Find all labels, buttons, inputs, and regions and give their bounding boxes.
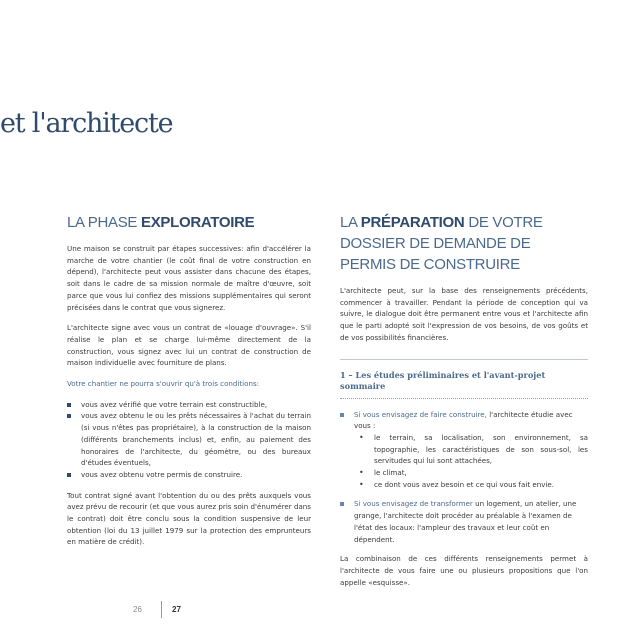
- bullet-icon: •: [359, 468, 364, 478]
- paragraph: L'architecte peut, sur la base des renseignements précédents, commencer à travailler. Pendant la période de conception qui va suivre, le dialogue doit être permanent entre vous et l'architecte afin que le parti adopté soit l'expression de vos besoins, de vos goûts et de vos possibilités financières.: [340, 286, 588, 342]
- right-column: [340, 212, 588, 597]
- divider: [340, 359, 588, 360]
- page-number-right: 27: [172, 605, 181, 614]
- section-heading-preparation: LA PRÉPARATION DE VOTRE DOSSIER DE DEMANDE DE PERMIS DE CONSTRUIRE: [340, 214, 543, 273]
- conditions-list: [67, 399, 311, 481]
- list-item: vous avez obtenu le ou les prêts nécessaires à l'achat du terrain (si vous n'êtes pas propriétaire), à la construction de la maison (différents branchements inclus) et, enfin, au paiement des honoraires de l'architecte, du géomètre, ou des bureaux d'études éventuels,: [67, 410, 311, 469]
- paragraph: L'architecte signe avec vous un contrat de «louage d'ouvrage». S'il réalise le plan et se charge lui-même directement de la construction, vous signez avec lui un contrat de construction de maison individuelle avec fourniture de plans.: [67, 323, 311, 368]
- square-bullet-icon: [340, 502, 344, 506]
- page-number-divider: [161, 601, 162, 618]
- list-item: Si vous envisagez de faire construire, l'architecte étudie avec vous : • le terrain, sa localisation, son environnement, sa topographie, les caractéristiques de son sous-sol, les servitudes qui lui sont attachées, • le climat, • ce dont vous avez besoin et ce qui vous fait envie.: [340, 409, 588, 491]
- list-item: vous avez obtenu votre permis de construire.: [67, 469, 311, 481]
- sub-list-item: • le terrain, sa localisation, son environnement, sa topographie, les caractéristiques de son sous-sol, les servitudes qui lui sont attachées,: [359, 432, 588, 466]
- sub-list-item: • ce dont vous avez besoin et ce qui vous fait envie.: [359, 479, 555, 489]
- square-bullet-icon: [67, 473, 71, 477]
- square-bullet-icon: [340, 413, 344, 417]
- square-bullet-icon: [67, 414, 71, 418]
- left-column: [67, 212, 311, 557]
- page-number-left: 26: [133, 605, 142, 614]
- bullet-icon: •: [359, 432, 364, 442]
- paragraph: Tout contrat signé avant l'obtention du ou des prêts auxquels vous avez prévu de recourir (et que vous aurez pris soin d'énumérer dans le contrat) doit être conclu sous la condition suspensive de leur obtention (loi du 13 juillet 1979 sur la protection des emprunteurs en matière de crédit).: [67, 490, 311, 547]
- conditions-intro: Votre chantier ne pourra s'ouvrir qu'à trois conditions:: [67, 379, 260, 389]
- section-heading-exploratory: LA PHASE EXPLORATOIRE: [67, 214, 255, 231]
- dotted-divider: [340, 398, 588, 399]
- paragraph: La combinaison de ces différents renseignements permet à l'architecte de vous faire une ou plusieurs propositions que l'on appelle «esquisse».: [340, 554, 588, 587]
- subsection-heading: 1 – Les études préliminaires et l'avant-projet sommaire: [340, 369, 546, 391]
- page-title: et l'architecte: [0, 108, 173, 139]
- list-item: vous avez vérifié que votre terrain est constructible,: [67, 399, 311, 411]
- list-item: Si vous envisagez de transformer un logement, un atelier, une grange, l'architecte doit procéder au préalable à l'examen de l'état des locaux: l'ampleur des travaux et leur coût en dépendent.: [340, 498, 588, 545]
- study-list: [340, 409, 588, 546]
- paragraph: Une maison se construit par étapes successives: afin d'accélérer la marche de votre chantier (le coût final de votre construction en dépend), l'architecte peut vous assister dans chacune des étapes, soit dans le cadre de sa mission normale de maître d'œuvre, soit parce que vous lui confiez des missions supplémentaires qui seront précisées dans le contrat que vous signerez.: [67, 244, 311, 312]
- bullet-icon: •: [359, 479, 364, 489]
- sub-list: [354, 432, 588, 491]
- sub-list-item: • le climat,: [359, 468, 407, 478]
- square-bullet-icon: [67, 403, 71, 407]
